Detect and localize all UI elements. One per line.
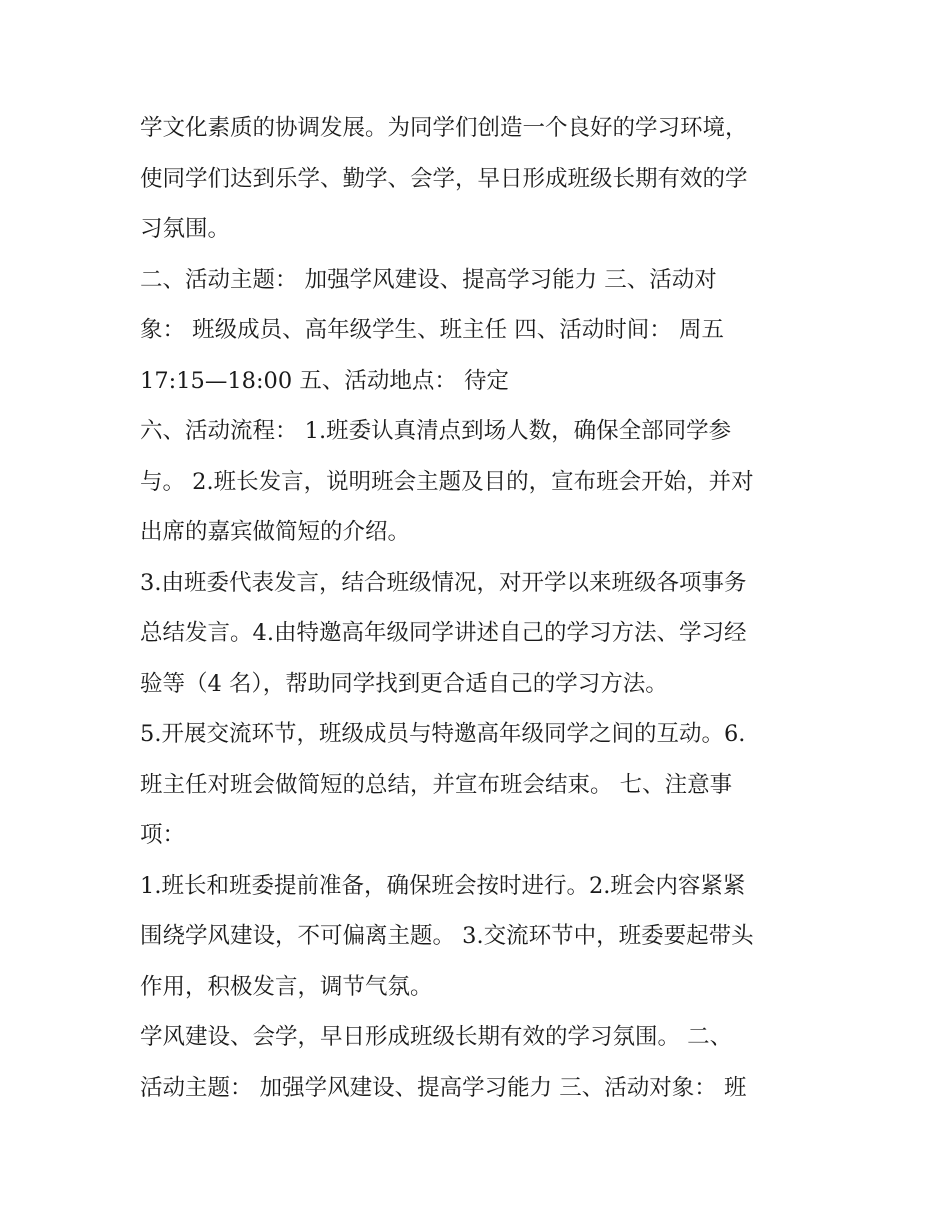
text-line: 5.开展交流环节，班级成员与特邀高年级同学之间的互动。6.: [140, 721, 746, 747]
text-line: 六、活动流程： 1.班委认真清点到场人数，确保全部同学参: [140, 418, 732, 444]
text-line: 3.由班委代表发言，结合班级情况，对开学以来班级各项事务: [140, 569, 747, 596]
text-line: 与。 2.班长发言，说明班会主题及目的，宣布班会开始，并对: [140, 468, 754, 495]
text-line: 学文化素质的协调发展。为同学们创造一个良好的学习环境，: [140, 115, 748, 141]
text-line: 总结发言。4.由特邀高年级同学讲述自己的学习方法、学习经: [140, 620, 747, 646]
text-line: 出席的嘉宾做简短的介绍。: [140, 519, 411, 545]
text-line: 二、活动主题： 加强学风建设、提高学习能力 三、活动对: [140, 266, 717, 293]
text-line: 17:15—18:00 五、活动地点： 待定: [140, 367, 509, 394]
text-line: 象： 班级成员、高年级学生、班主任 四、活动时间： 周五: [140, 317, 724, 343]
text-line: 作用，积极发言，调节气氛。: [140, 973, 433, 1000]
text-line: 使同学们达到乐学、勤学、会学，早日形成班级长期有效的学: [140, 165, 748, 192]
document-body: [140, 103, 820, 1113]
text-line: 活动主题： 加强学风建设、提高学习能力 三、活动对象： 班: [140, 1074, 747, 1101]
text-line: 班主任对班会做简短的总结，并宣布班会结束。 七、注意事: [140, 771, 733, 798]
text-line: 验等（4 名），帮助同学找到更合适自己的学习方法。: [140, 670, 668, 697]
text-line: 习氛围。: [140, 216, 231, 242]
text-line: 1.班长和班委提前准备，确保班会按时进行。2.班会内容紧紧: [140, 872, 746, 899]
text-line: 围绕学风建设，不可偏离主题。 3.交流环节中，班委要起带头: [140, 923, 754, 949]
text-line: 学风建设、会学，早日形成班级长期有效的学习氛围。 二、: [140, 1024, 733, 1050]
text-line: 项：: [140, 822, 186, 848]
